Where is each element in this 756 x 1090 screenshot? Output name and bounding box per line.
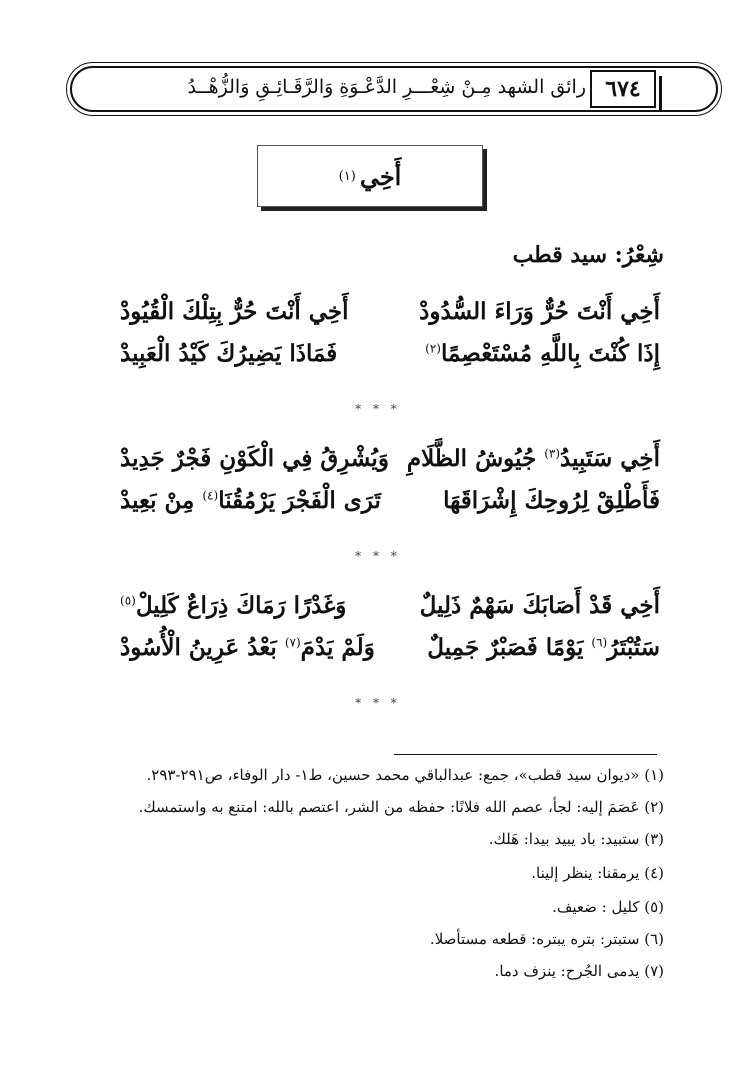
hemistich-left: فَمَاذَا يَضِيرُكَ كَيْدُ الْعَبِيدْ [120,340,338,367]
hemistich-left: وَيُشْرِقُ فِي الْكَوْنِ فَجْرٌ جَدِيدْ [120,445,389,472]
hemistich-right: أَخِي أَنْتَ حُرٌّ وَرَاءَ السُّدُودْ [419,298,660,325]
verse-line [120,592,660,619]
footnote-ref: (٣) [544,446,561,461]
poem-title-box [257,145,483,207]
verse-line [120,487,660,514]
poem-title-note: (١) [338,168,356,184]
verse-line [120,634,660,661]
verse-line [120,298,660,325]
running-title: رائق الشهد مِـنْ شِعْـــرِ الدَّعْـوَةِ وَالرَّقَـائِـقِ وَالزُّهْــدُ [187,76,586,98]
footnote-6: (٦) ستبتر: بتره يبتره: قطعه مستأصلا. [429,930,664,948]
footnote-3: (٣) ستبيد: باد يبيد بيدا: هَلك. [488,830,664,848]
stanza-separator: * * * [355,549,401,563]
footnote-ref: (٧) [284,635,301,650]
footnote-ref: (٢) [425,341,441,356]
hemistich-left: وَغَدْرًا رَمَاكَ ذِرَاعٌ كَلِيلْ$^{(٥)}$ [120,592,347,619]
hemistich-right: إِذَا كُنْتَ بِاللَّهِ مُسْتَعْصِمًا$^{(٢)}$ [425,340,660,367]
footnote-1: (١) «ديوان سيد قطب»، جمع: عبدالباقي محمد حسين، ط١- دار الوفاء، ص٢٩١-٢٩٣. [146,766,664,784]
verse-line [120,340,660,367]
hemistich-left: وَلَمْ يَدْمَ$^{(٧)}$ بَعْدُ عَرِينُ الْأُسُودْ [120,634,375,661]
poem-title: أَخِي [359,161,402,191]
stanza-separator: * * * [355,402,401,416]
hemistich-right: فَأَطْلِقْ لِرُوحِكَ إِشْرَاقَهَا [443,487,660,514]
hemistich-left: أَخِي أَنْتَ حُرٌّ بِتِلْكَ الْقُيُودْ [120,298,349,325]
hemistich-right: أَخِي سَتَبِيدُ$^{(٣)}$ جُيُوشُ الظَّلَامِ [406,445,660,472]
footnote-ref: (٥) [120,593,136,608]
page-number: ٦٧٤ [590,70,656,108]
footnote-5: (٥) كليل : ضعيف. [552,898,664,916]
verse-line [120,445,660,472]
footnote-2: (٢) عَصَمَ إليه: لجأ، عصم الله فلانًا: حفظه من الشر، اعتصم بالله: امتنع به واستمسك. [138,798,664,816]
poet-credit: شِعْرُ: سيد قطب [512,242,664,268]
page-header [70,66,718,112]
hemistich-right: أَخِي قَدْ أَصَابَكَ سَهْمٌ ذَلِيلٌ [419,592,660,619]
footnote-rule [394,754,657,755]
hemistich-right: سَتُبْتَرُ$^{(٦)}$ يَوْمًا فَصَبْرٌ جَمِيلٌ [427,634,660,661]
footnote-ref: (٤) [202,488,219,503]
footnote-4: (٤) يرمقنا: ينظر إلينا. [531,864,664,882]
stanza-separator: * * * [355,696,401,710]
footnote-ref: (٦) [591,635,608,650]
hemistich-left: تَرَى الْفَجْرَ يَرْمُقُنَا$^{(٤)}$ مِنْ بَعِيدْ [120,487,381,514]
footnote-7: (٧) يدمى الجُرح: ينزف دما. [494,962,664,980]
